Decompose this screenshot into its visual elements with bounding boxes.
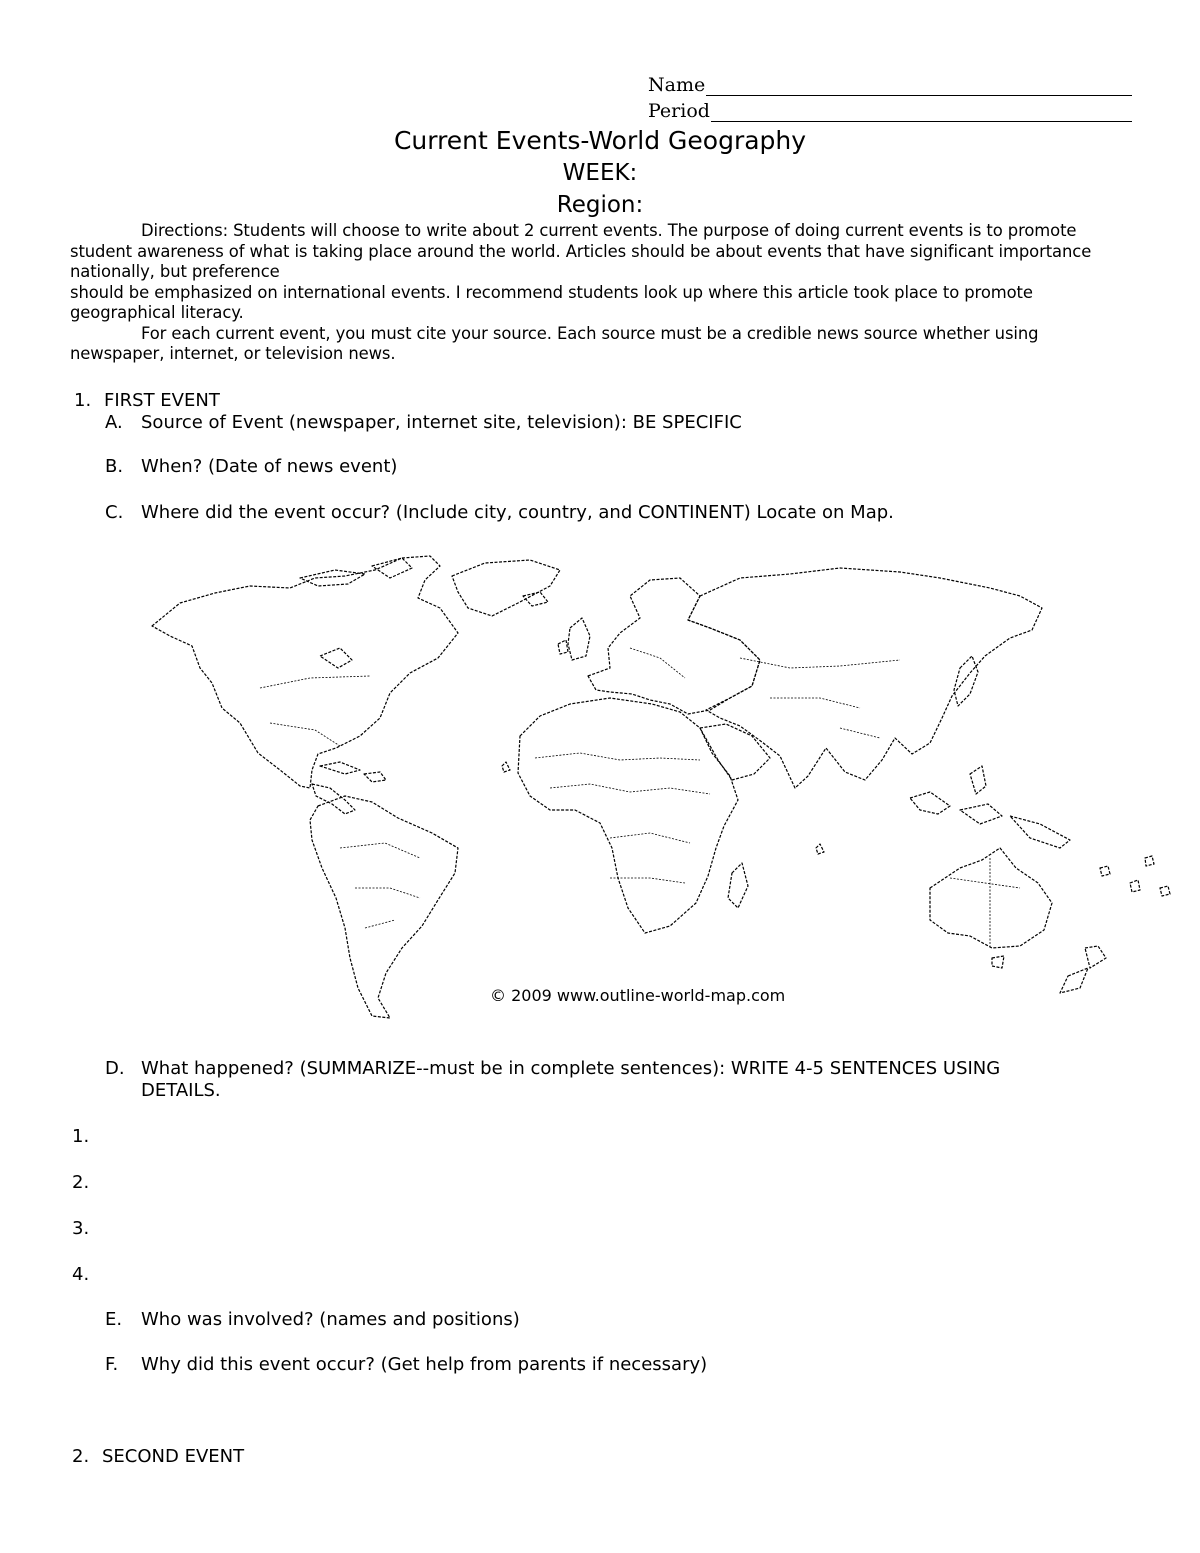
- question-a-text: Source of Event (newspaper, internet site, television): BE SPECIFIC: [141, 412, 742, 433]
- first-event-label: FIRST EVENT: [104, 390, 220, 411]
- question-d-text-continued: DETAILS.: [141, 1080, 221, 1101]
- question-b: [105, 456, 397, 478]
- name-field[interactable]: [648, 74, 1132, 96]
- question-e: [105, 1309, 520, 1331]
- directions-para2: For each current event, you must cite your source. Each source must be a credible news source whether using newspaper, internet, or television news.: [70, 323, 1039, 363]
- question-e-letter: E.: [105, 1309, 123, 1330]
- sentence-line-3: 3.: [72, 1218, 90, 1239]
- question-f-text: Why did this event occur? (Get help from parents if necessary): [141, 1354, 708, 1375]
- question-a: [105, 412, 742, 434]
- question-f: [105, 1354, 707, 1376]
- sentence-line-2: 2.: [72, 1172, 90, 1193]
- first-event-heading: [74, 390, 220, 412]
- question-d-letter: D.: [105, 1058, 125, 1079]
- name-blank-line[interactable]: [706, 77, 1132, 96]
- second-event-label: SECOND EVENT: [102, 1446, 245, 1467]
- question-a-letter: A.: [105, 412, 123, 433]
- period-label: Period: [648, 100, 710, 122]
- second-event-heading: [72, 1446, 244, 1468]
- question-b-letter: B.: [105, 456, 124, 477]
- question-b-text: When? (Date of news event): [141, 456, 398, 477]
- period-blank-line[interactable]: [711, 103, 1132, 122]
- region-label: Region:: [556, 192, 644, 218]
- name-label: Name: [648, 74, 706, 96]
- second-event-number: 2.: [72, 1446, 90, 1467]
- week-label: WEEK:: [562, 160, 638, 186]
- world-outline-map: [140, 548, 1180, 1024]
- question-c: [105, 502, 894, 524]
- directions-para1b: should be emphasized on international events. I recommend students look up where this article took place to promote geographical literacy.: [70, 282, 1033, 322]
- question-f-letter: F.: [105, 1354, 119, 1375]
- sentence-line-1: 1.: [72, 1126, 90, 1147]
- question-c-text: Where did the event occur? (Include city, country, and CONTINENT) Locate on Map.: [141, 502, 894, 523]
- first-event-number: 1.: [74, 390, 92, 411]
- world-map-icon: [140, 548, 1180, 1024]
- question-d-text: What happened? (SUMMARIZE--must be in complete sentences): WRITE 4-5 SENTENCES USING: [141, 1058, 1001, 1079]
- question-c-letter: C.: [105, 502, 124, 523]
- map-copyright-credit: © 2009 www.outline-world-map.com: [490, 986, 786, 1005]
- page-title: Current Events-World Geography: [393, 126, 807, 155]
- question-e-text: Who was involved? (names and positions): [141, 1309, 520, 1330]
- period-field[interactable]: [648, 100, 1132, 122]
- directions-block: [70, 221, 1135, 365]
- question-d: [105, 1058, 1105, 1080]
- sentence-line-4: 4.: [72, 1264, 90, 1285]
- directions-para1: Directions: Students will choose to write about 2 current events. The purpose of doing current events is to promote student awareness of what is taking place around the world. Articles should be about events that have significant importance nationally, but preference: [70, 221, 1092, 281]
